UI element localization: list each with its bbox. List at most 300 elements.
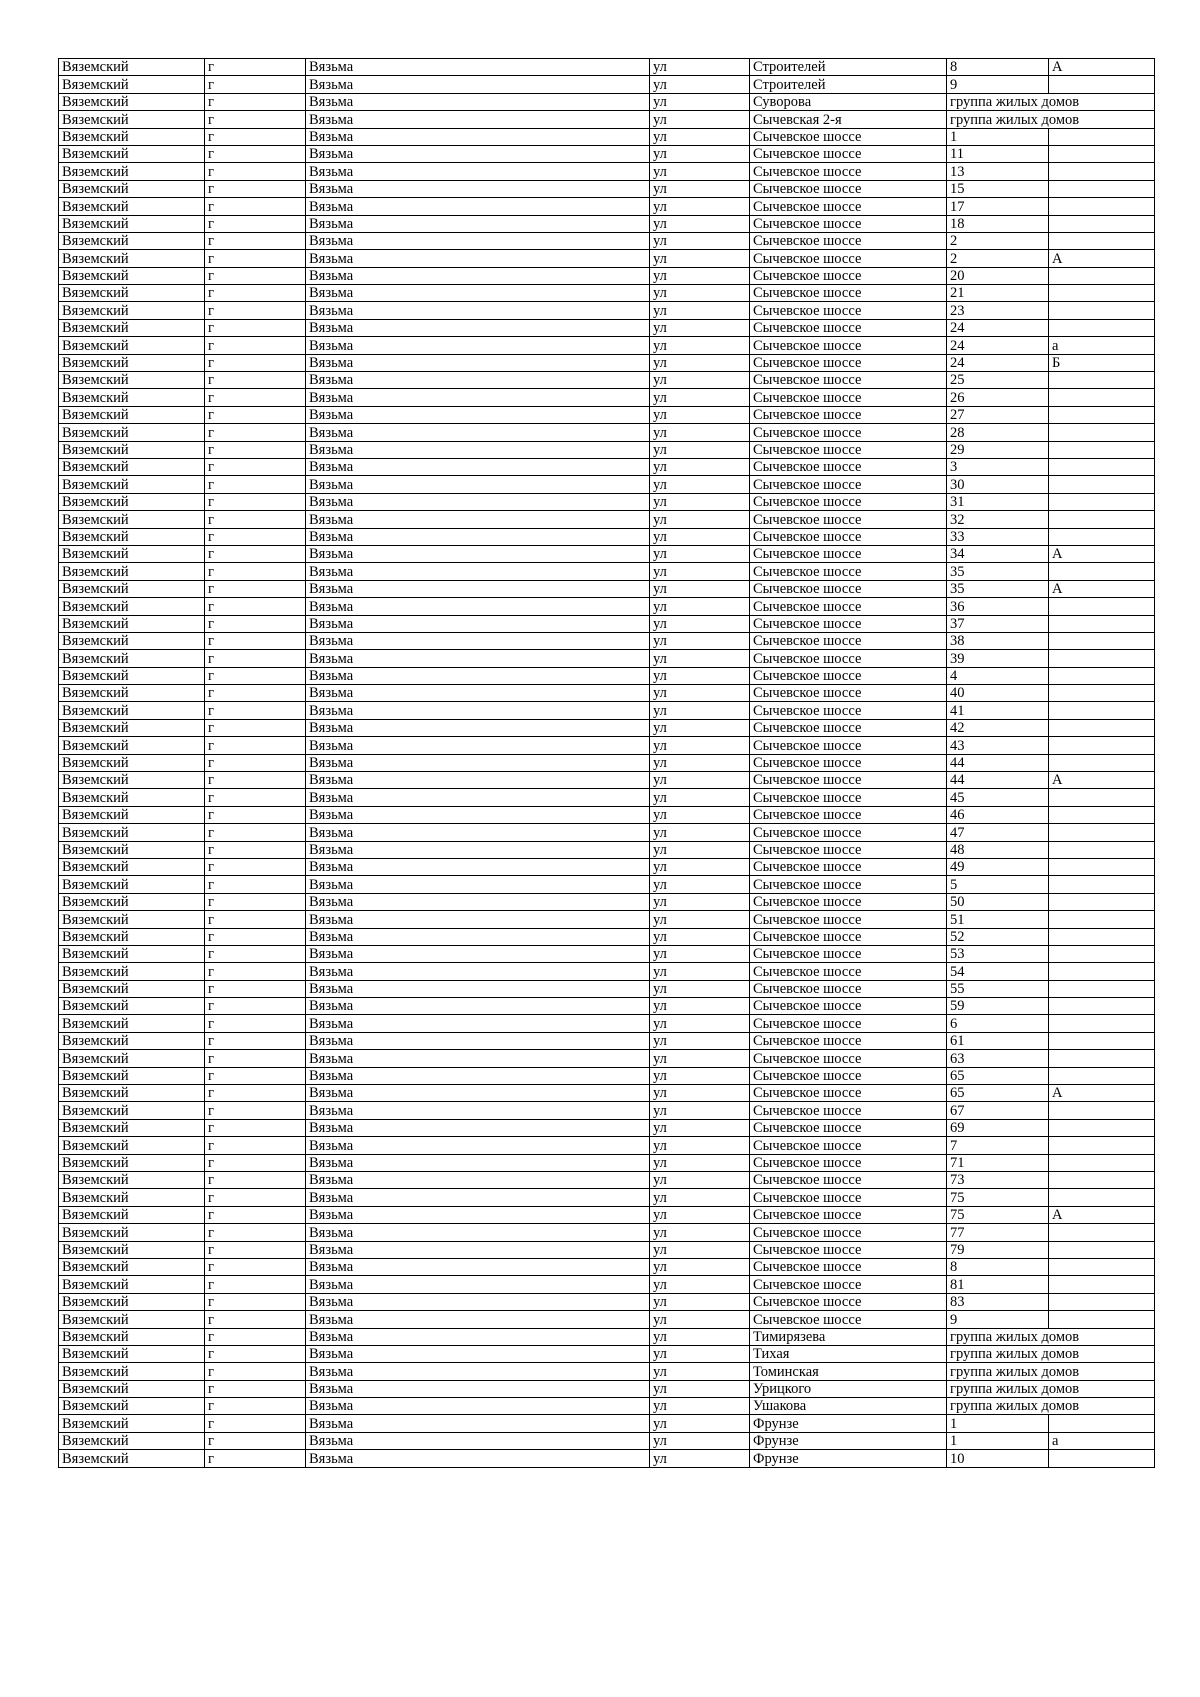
settlement-type-cell: г [205,563,306,580]
street-type-cell: ул [650,198,750,215]
table-row [59,76,1155,93]
house-cell: 83 [947,1293,1049,1310]
district-cell: Вяземский [59,632,205,649]
building-cell [1049,1050,1155,1067]
settlement-type-cell: г [205,1328,306,1345]
district-cell: Вяземский [59,372,205,389]
district-cell: Вяземский [59,841,205,858]
district-cell: Вяземский [59,806,205,823]
settlement-type-cell: г [205,1032,306,1049]
street-type-cell: ул [650,824,750,841]
building-cell [1049,702,1155,719]
settlement-type-cell: г [205,1241,306,1258]
district-cell: Вяземский [59,1415,205,1432]
settlement-cell: Вязьма [306,1258,650,1275]
building-cell [1049,1258,1155,1275]
settlement-type-cell: г [205,1189,306,1206]
settlement-cell: Вязьма [306,1085,650,1102]
street-type-cell: ул [650,406,750,423]
house-cell: 18 [947,215,1049,232]
settlement-type-cell: г [205,1050,306,1067]
street-cell: Сычевское шоссе [750,424,947,441]
settlement-type-cell: г [205,893,306,910]
street-cell: Сычевское шоссе [750,1206,947,1223]
street-type-cell: ул [650,876,750,893]
table-row [59,458,1155,475]
settlement-cell: Вязьма [306,545,650,562]
house-cell: 25 [947,372,1049,389]
building-cell [1049,615,1155,632]
street-cell: Сычевское шоссе [750,789,947,806]
street-cell: Строителей [750,59,947,76]
street-cell: Сычевское шоссе [750,232,947,249]
district-cell: Вяземский [59,858,205,875]
settlement-type-cell: г [205,145,306,162]
building-cell [1049,1032,1155,1049]
settlement-cell: Вязьма [306,424,650,441]
building-cell [1049,285,1155,302]
table-row [59,1206,1155,1223]
house-cell: 49 [947,858,1049,875]
street-type-cell: ул [650,1363,750,1380]
street-cell: Сычевское шоссе [750,1067,947,1084]
house-cell: 10 [947,1450,1049,1467]
table-row [59,406,1155,423]
settlement-cell: Вязьма [306,737,650,754]
street-type-cell: ул [650,493,750,510]
table-row [59,1050,1155,1067]
table-row [59,1450,1155,1467]
street-type-cell: ул [650,667,750,684]
street-cell: Сычевское шоссе [750,911,947,928]
building-cell [1049,389,1155,406]
street-cell: Сычевское шоссе [750,928,947,945]
table-row [59,232,1155,249]
table-row [59,528,1155,545]
house-cell: 45 [947,789,1049,806]
street-cell: Фрунзе [750,1432,947,1449]
table-row [59,580,1155,597]
table-row [59,1067,1155,1084]
building-cell [1049,372,1155,389]
settlement-type-cell: г [205,667,306,684]
settlement-cell: Вязьма [306,93,650,110]
settlement-type-cell: г [205,354,306,371]
street-cell: Сычевское шоссе [750,441,947,458]
street-type-cell: ул [650,458,750,475]
street-cell: Сычевское шоссе [750,772,947,789]
table-row [59,650,1155,667]
settlement-type-cell: г [205,545,306,562]
district-cell: Вяземский [59,1015,205,1032]
settlement-type-cell: г [205,302,306,319]
settlement-cell: Вязьма [306,580,650,597]
building-cell [1049,1276,1155,1293]
house-cell: 79 [947,1241,1049,1258]
settlement-type-cell: г [205,789,306,806]
district-cell: Вяземский [59,667,205,684]
table-row [59,806,1155,823]
settlement-type-cell: г [205,598,306,615]
street-type-cell: ул [650,806,750,823]
street-cell: Тимирязева [750,1328,947,1345]
house-cell: 20 [947,267,1049,284]
building-cell [1049,76,1155,93]
district-cell: Вяземский [59,1328,205,1345]
house-cell: 5 [947,876,1049,893]
street-cell: Сычевское шоссе [750,824,947,841]
street-type-cell: ул [650,354,750,371]
street-type-cell: ул [650,1119,750,1136]
building-cell [1049,563,1155,580]
settlement-type-cell: г [205,632,306,649]
settlement-type-cell: г [205,1311,306,1328]
settlement-cell: Вязьма [306,1224,650,1241]
street-cell: Сычевское шоссе [750,163,947,180]
district-cell: Вяземский [59,719,205,736]
house-cell: 33 [947,528,1049,545]
street-cell: Сычевское шоссе [750,389,947,406]
district-cell: Вяземский [59,650,205,667]
street-cell: Сычевское шоссе [750,145,947,162]
district-cell: Вяземский [59,198,205,215]
house-cell: 44 [947,772,1049,789]
settlement-cell: Вязьма [306,1432,650,1449]
district-cell: Вяземский [59,1363,205,1380]
settlement-type-cell: г [205,163,306,180]
settlement-cell: Вязьма [306,1032,650,1049]
settlement-cell: Вязьма [306,250,650,267]
district-cell: Вяземский [59,528,205,545]
house-cell: 61 [947,1032,1049,1049]
district-cell: Вяземский [59,1085,205,1102]
settlement-cell: Вязьма [306,1189,650,1206]
table-row [59,441,1155,458]
street-cell: Сычевское шоссе [750,476,947,493]
settlement-type-cell: г [205,180,306,197]
street-type-cell: ул [650,476,750,493]
table-row [59,1328,1155,1345]
settlement-type-cell: г [205,406,306,423]
district-cell: Вяземский [59,824,205,841]
street-type-cell: ул [650,841,750,858]
settlement-type-cell: г [205,511,306,528]
street-type-cell: ул [650,163,750,180]
building-cell [1049,1067,1155,1084]
table-row [59,145,1155,162]
street-cell: Сычевское шоссе [750,1258,947,1275]
street-cell: Сычевское шоссе [750,858,947,875]
district-cell: Вяземский [59,615,205,632]
building-cell [1049,441,1155,458]
house-cell: 8 [947,1258,1049,1275]
district-cell: Вяземский [59,302,205,319]
house-cell: 21 [947,285,1049,302]
building-cell [1049,145,1155,162]
settlement-cell: Вязьма [306,911,650,928]
street-cell: Сычевское шоссе [750,580,947,597]
building-cell [1049,1450,1155,1467]
settlement-type-cell: г [205,1415,306,1432]
street-type-cell: ул [650,1450,750,1467]
house-cell: группа жилых домов [947,1398,1155,1415]
house-cell: 24 [947,337,1049,354]
table-row [59,1137,1155,1154]
street-type-cell: ул [650,424,750,441]
district-cell: Вяземский [59,337,205,354]
settlement-type-cell: г [205,685,306,702]
house-cell: группа жилых домов [947,111,1155,128]
district-cell: Вяземский [59,1311,205,1328]
table-row [59,632,1155,649]
building-cell [1049,424,1155,441]
table-row [59,493,1155,510]
district-cell: Вяземский [59,1172,205,1189]
settlement-type-cell: г [205,702,306,719]
street-cell: Сычевское шоссе [750,563,947,580]
street-cell: Сычевское шоссе [750,493,947,510]
house-cell: 63 [947,1050,1049,1067]
district-cell: Вяземский [59,424,205,441]
settlement-type-cell: г [205,59,306,76]
settlement-cell: Вязьма [306,1311,650,1328]
street-cell: Сычевское шоссе [750,1137,947,1154]
building-cell [1049,302,1155,319]
building-cell: А [1049,1085,1155,1102]
settlement-cell: Вязьма [306,111,650,128]
house-cell: 7 [947,1137,1049,1154]
house-cell: 23 [947,302,1049,319]
building-cell [1049,128,1155,145]
street-cell: Сычевское шоссе [750,667,947,684]
house-cell: 35 [947,580,1049,597]
table-row [59,319,1155,336]
settlement-type-cell: г [205,441,306,458]
settlement-type-cell: г [205,580,306,597]
district-cell: Вяземский [59,285,205,302]
district-cell: Вяземский [59,93,205,110]
settlement-type-cell: г [205,1085,306,1102]
house-cell: 29 [947,441,1049,458]
settlement-cell: Вязьма [306,876,650,893]
house-cell: 6 [947,1015,1049,1032]
settlement-cell: Вязьма [306,632,650,649]
table-row [59,1241,1155,1258]
table-row [59,615,1155,632]
table-row [59,372,1155,389]
street-type-cell: ул [650,702,750,719]
table-row [59,215,1155,232]
settlement-cell: Вязьма [306,372,650,389]
settlement-type-cell: г [205,337,306,354]
house-cell: 73 [947,1172,1049,1189]
street-cell: Сычевское шоссе [750,1085,947,1102]
building-cell [1049,911,1155,928]
settlement-cell: Вязьма [306,145,650,162]
street-cell: Сычевское шоссе [750,702,947,719]
house-cell: 77 [947,1224,1049,1241]
settlement-cell: Вязьма [306,285,650,302]
settlement-type-cell: г [205,232,306,249]
street-type-cell: ул [650,719,750,736]
street-type-cell: ул [650,598,750,615]
district-cell: Вяземский [59,1345,205,1362]
house-cell: 17 [947,198,1049,215]
district-cell: Вяземский [59,458,205,475]
table-row [59,198,1155,215]
building-cell [1049,1154,1155,1171]
house-cell: 51 [947,911,1049,928]
settlement-type-cell: г [205,911,306,928]
street-cell: Сычевское шоссе [750,267,947,284]
street-type-cell: ул [650,650,750,667]
house-cell: 59 [947,998,1049,1015]
district-cell: Вяземский [59,128,205,145]
settlement-cell: Вязьма [306,980,650,997]
house-cell: 2 [947,250,1049,267]
building-cell [1049,980,1155,997]
district-cell: Вяземский [59,354,205,371]
house-cell: 39 [947,650,1049,667]
table-row [59,945,1155,962]
house-cell: 4 [947,667,1049,684]
building-cell [1049,963,1155,980]
settlement-cell: Вязьма [306,1015,650,1032]
table-row [59,285,1155,302]
street-cell: Сычевское шоссе [750,372,947,389]
street-cell: Сычевское шоссе [750,1119,947,1136]
district-cell: Вяземский [59,1380,205,1397]
house-cell: 27 [947,406,1049,423]
settlement-type-cell: г [205,76,306,93]
table-row [59,1172,1155,1189]
building-cell: Б [1049,354,1155,371]
settlement-cell: Вязьма [306,163,650,180]
table-row [59,928,1155,945]
building-cell [1049,1189,1155,1206]
district-cell: Вяземский [59,476,205,493]
settlement-type-cell: г [205,493,306,510]
street-cell: Сычевское шоссе [750,1224,947,1241]
street-type-cell: ул [650,1206,750,1223]
house-cell: группа жилых домов [947,1363,1155,1380]
building-cell [1049,650,1155,667]
settlement-cell: Вязьма [306,667,650,684]
street-cell: Сычевское шоссе [750,354,947,371]
table-row [59,858,1155,875]
settlement-type-cell: г [205,1380,306,1397]
building-cell [1049,1015,1155,1032]
street-cell: Сычевское шоссе [750,1015,947,1032]
table-row [59,737,1155,754]
building-cell [1049,1311,1155,1328]
building-cell [1049,198,1155,215]
table-row [59,163,1155,180]
settlement-cell: Вязьма [306,1450,650,1467]
building-cell: А [1049,545,1155,562]
house-cell: 38 [947,632,1049,649]
settlement-cell: Вязьма [306,215,650,232]
table-row [59,754,1155,771]
settlement-type-cell: г [205,1154,306,1171]
street-cell: Сычевское шоссе [750,998,947,1015]
house-cell: 8 [947,59,1049,76]
house-cell: 26 [947,389,1049,406]
district-cell: Вяземский [59,1067,205,1084]
settlement-cell: Вязьма [306,337,650,354]
street-type-cell: ул [650,928,750,945]
house-cell: 53 [947,945,1049,962]
street-type-cell: ул [650,1415,750,1432]
street-type-cell: ул [650,1015,750,1032]
settlement-type-cell: г [205,285,306,302]
street-cell: Сычевское шоссе [750,528,947,545]
district-cell: Вяземский [59,928,205,945]
table-row [59,1398,1155,1415]
street-type-cell: ул [650,1137,750,1154]
street-type-cell: ул [650,1258,750,1275]
building-cell [1049,824,1155,841]
settlement-type-cell: г [205,1172,306,1189]
street-cell: Сычевское шоссе [750,685,947,702]
street-type-cell: ул [650,128,750,145]
table-row [59,1363,1155,1380]
street-cell: Сычевское шоссе [750,458,947,475]
district-cell: Вяземский [59,1050,205,1067]
street-type-cell: ул [650,1085,750,1102]
district-cell: Вяземский [59,1450,205,1467]
house-cell: 42 [947,719,1049,736]
street-cell: Суворова [750,93,947,110]
building-cell [1049,1224,1155,1241]
street-cell: Сычевское шоссе [750,598,947,615]
building-cell [1049,493,1155,510]
house-cell: 2 [947,232,1049,249]
building-cell [1049,893,1155,910]
street-type-cell: ул [650,1172,750,1189]
street-cell: Сычевское шоссе [750,1154,947,1171]
settlement-type-cell: г [205,319,306,336]
street-cell: Сычевское шоссе [750,406,947,423]
street-cell: Сычевское шоссе [750,806,947,823]
settlement-cell: Вязьма [306,511,650,528]
street-type-cell: ул [650,632,750,649]
street-type-cell: ул [650,1224,750,1241]
building-cell [1049,458,1155,475]
table-row [59,111,1155,128]
table-row [59,1224,1155,1241]
settlement-cell: Вязьма [306,998,650,1015]
street-type-cell: ул [650,737,750,754]
settlement-type-cell: г [205,1450,306,1467]
settlement-type-cell: г [205,824,306,841]
building-cell [1049,685,1155,702]
settlement-type-cell: г [205,528,306,545]
house-cell: 9 [947,76,1049,93]
street-type-cell: ул [650,93,750,110]
district-cell: Вяземский [59,754,205,771]
settlement-cell: Вязьма [306,1102,650,1119]
settlement-type-cell: г [205,389,306,406]
table-row [59,1415,1155,1432]
settlement-cell: Вязьма [306,1154,650,1171]
street-type-cell: ул [650,250,750,267]
building-cell: А [1049,1206,1155,1223]
building-cell: а [1049,1432,1155,1449]
street-type-cell: ул [650,893,750,910]
building-cell [1049,719,1155,736]
building-cell [1049,511,1155,528]
